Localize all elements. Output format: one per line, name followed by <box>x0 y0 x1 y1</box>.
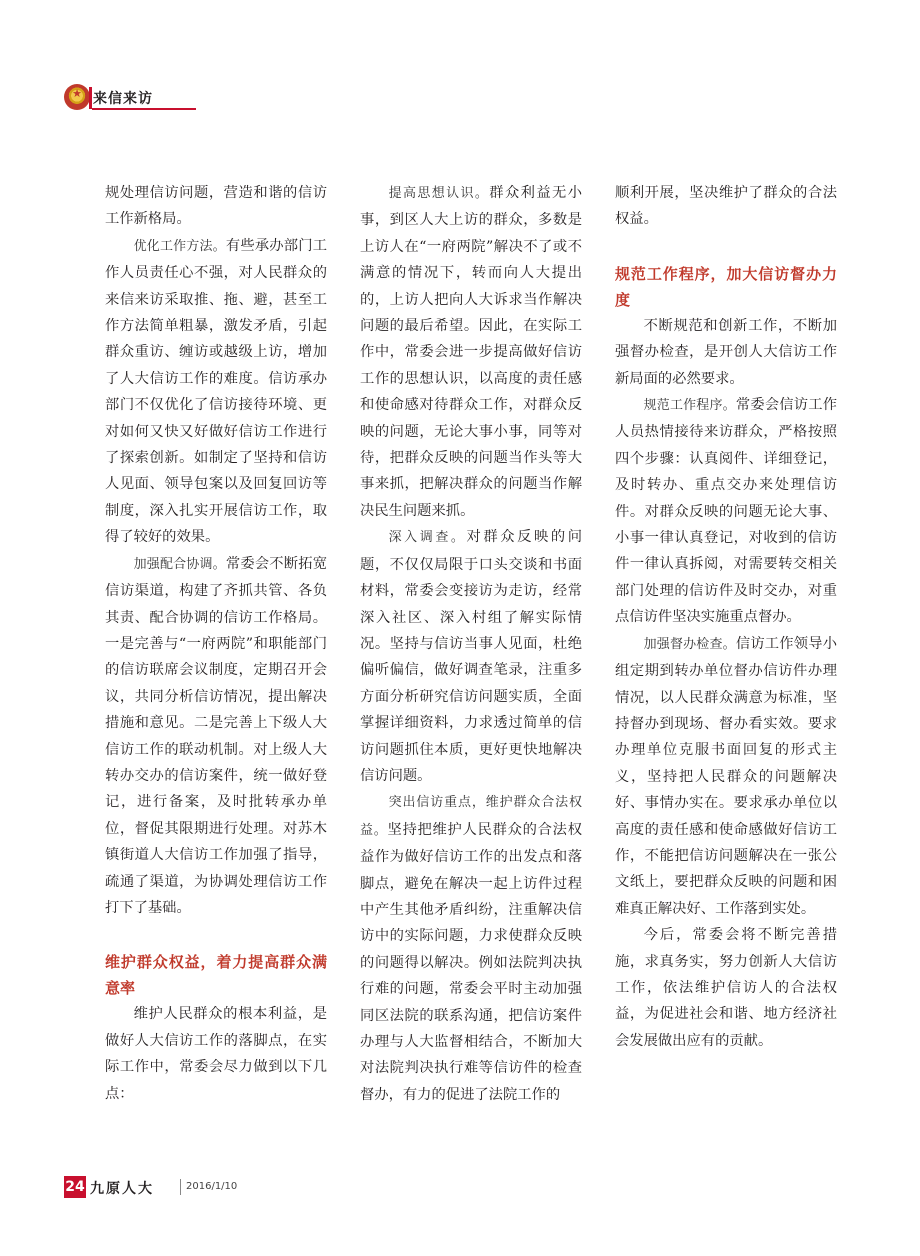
section-heading: 规范工作程序，加大信访督办力度 <box>615 264 837 309</box>
paragraph-keyword: 加强督办检查。 <box>643 636 736 652</box>
paragraph-keyword: 深入调查。 <box>388 530 467 546</box>
paragraph-keyword: 加强配合协调。 <box>133 556 226 572</box>
paragraph: 规处理信访问题，营造和谐的信访工作新格局。 <box>105 185 327 228</box>
paragraph <box>105 551 327 922</box>
magazine-name: 九原人大 <box>90 1181 154 1197</box>
paragraph-text: 常委会不断拓宽信访渠道，构建了齐抓共管、各负其责、配合协调的信访工作格局。一是完善与“一府两院”和职能部门的信访联席会议制度，定期召开会议，共同分析信访情况，提出解决措施和意见。二是完善上下级人大信访工作的联动机制。对上级人大转办交办的信访案件，统一做好登记，进行备案，及时批转承办单位，督促其限期进行处理。对苏木镇街道人大信访工作加强了指导，疏通了渠道，为协调处理信访工作打下了基础。 <box>105 555 327 916</box>
page-header <box>64 84 196 114</box>
paragraph-keyword: 提高思想认识。 <box>388 186 490 201</box>
column-3 <box>615 180 837 1054</box>
paragraph-text: 坚持把维护人民群众的合法权益作为做好信访工作的出发点和落脚点，避免在解决一起上访件过程中产生其他矛盾纠纷，注重解决信访中的实际问题，力求使群众反映的问题得以解决。例如法院判决执行难的问题，常委会平时主动加强同区法院的联系沟通，把信访案件办理与人大监督相结合，不断加大对法院判决执行难等信访件的检查督办，有力的促进了法院工作的 <box>360 821 582 1103</box>
paragraph-keyword: 突出信访重点，维护群众合法权益。 <box>360 795 582 838</box>
paragraph-text: 对群众反映的问题，不仅仅局限于口头交谈和书面材料，常委会变接访为走访，经常深入社区、深入村组了解实际情况。坚持与信访当事人见面，杜绝偏听偏信，做好调查笔录，注重多方面分析研究信访问题实质，全面掌握详细资料，力求透过简单的信访问题抓住本质，更好更快地解决信访问题。 <box>360 529 582 784</box>
paragraph-text: 信访工作领导小组定期到转办单位督办信访件办理情况，以人民群众满意为标准，坚持督办到现场、督办看实效。要求办理单位克服书面回复的形式主义，坚持把人民群众的问题解决好、事情办实在。要求承办单位以高度的责任感和使命感做好信访工作，不能把信访问题解决在一张公文纸上，要把群众反映的问题和困难真正解决好、工作落到实处。 <box>615 635 837 917</box>
section-title: 来信来访 <box>93 91 153 107</box>
footer-divider <box>180 1179 181 1195</box>
paragraph: 顺利开展，坚决维护了群众的合法权益。 <box>615 185 837 228</box>
paragraph-text: 群众利益无小事，到区人大上访的群众，多数是上访人在“一府两院”解决不了或不满意的情况下，转而向人大提出的，上访人把向人大诉求当作解决问题的最后希望。因此，在实际工作中，常委会进一步提高做好信访工作的思想认识，以高度的责任感和使命感对待群众工作，对群众反映的问题，无论大事小事，同等对待，把群众反映的问题当作头等大事来抓，把解决群众的问题当作解决民生问题来抓。 <box>360 185 582 519</box>
paragraph <box>615 631 837 922</box>
paragraph: 不断规范和创新工作，不断加强督办检查，是开创人大信访工作新局面的必然要求。 <box>615 317 837 387</box>
paragraph-keyword: 规范工作程序。 <box>643 398 736 414</box>
paragraph-keyword: 优化工作方法。 <box>133 238 226 254</box>
paragraph <box>105 233 327 551</box>
issue-date: 2016/1/10 <box>186 1181 238 1192</box>
national-emblem-icon <box>64 84 90 110</box>
paragraph <box>615 392 837 631</box>
column-1 <box>105 180 327 1107</box>
header-rule <box>92 108 196 110</box>
paragraph-text: 有些承办部门工作人员责任心不强，对人民群众的来信来访采取推、拖、避，甚至工作方法简单粗暴，激发矛盾，引起群众重访、缠访或越级上访，增加了人大信访工作的难度。信访承办部门不仅优化了信访接待环境、更对如何又快又好做好信访工作进行了探索创新。如制定了坚持和信访人见面、领导包案以及回复回访等制度，深入扎实开展信访工作，取得了较好的效果。 <box>105 237 327 546</box>
paragraph <box>360 789 582 1108</box>
page-footer <box>64 1176 364 1200</box>
column-2 <box>360 180 582 1108</box>
header-accent-bar <box>89 87 92 109</box>
paragraph <box>360 524 582 789</box>
paragraph <box>360 180 582 524</box>
section-heading: 维护群众权益，着力提高群众满意率 <box>105 953 327 998</box>
page-number: 24 <box>64 1176 86 1198</box>
paragraph: 维护人民群众的根本利益，是做好人大信访工作的落脚点，在实际工作中，常委会尽力做到以下几点： <box>105 1006 327 1102</box>
paragraph: 今后，常委会将不断完善措施，求真务实，努力创新人大信访工作，依法维护信访人的合法权益，为促进社会和谐、地方经济社会发展做出应有的贡献。 <box>615 927 837 1049</box>
paragraph-text: 常委会信访工作人员热情接待来访群众，严格按照四个步骤：认真阅件、详细登记，及时转办、重点交办来处理信访件。对群众反映的问题无论大事、小事一律认真登记，对收到的信访件一律认真拆阅，对需要转交相关部门处理的信访件及时交办，对重点信访件坚决实施重点督办。 <box>615 397 837 626</box>
